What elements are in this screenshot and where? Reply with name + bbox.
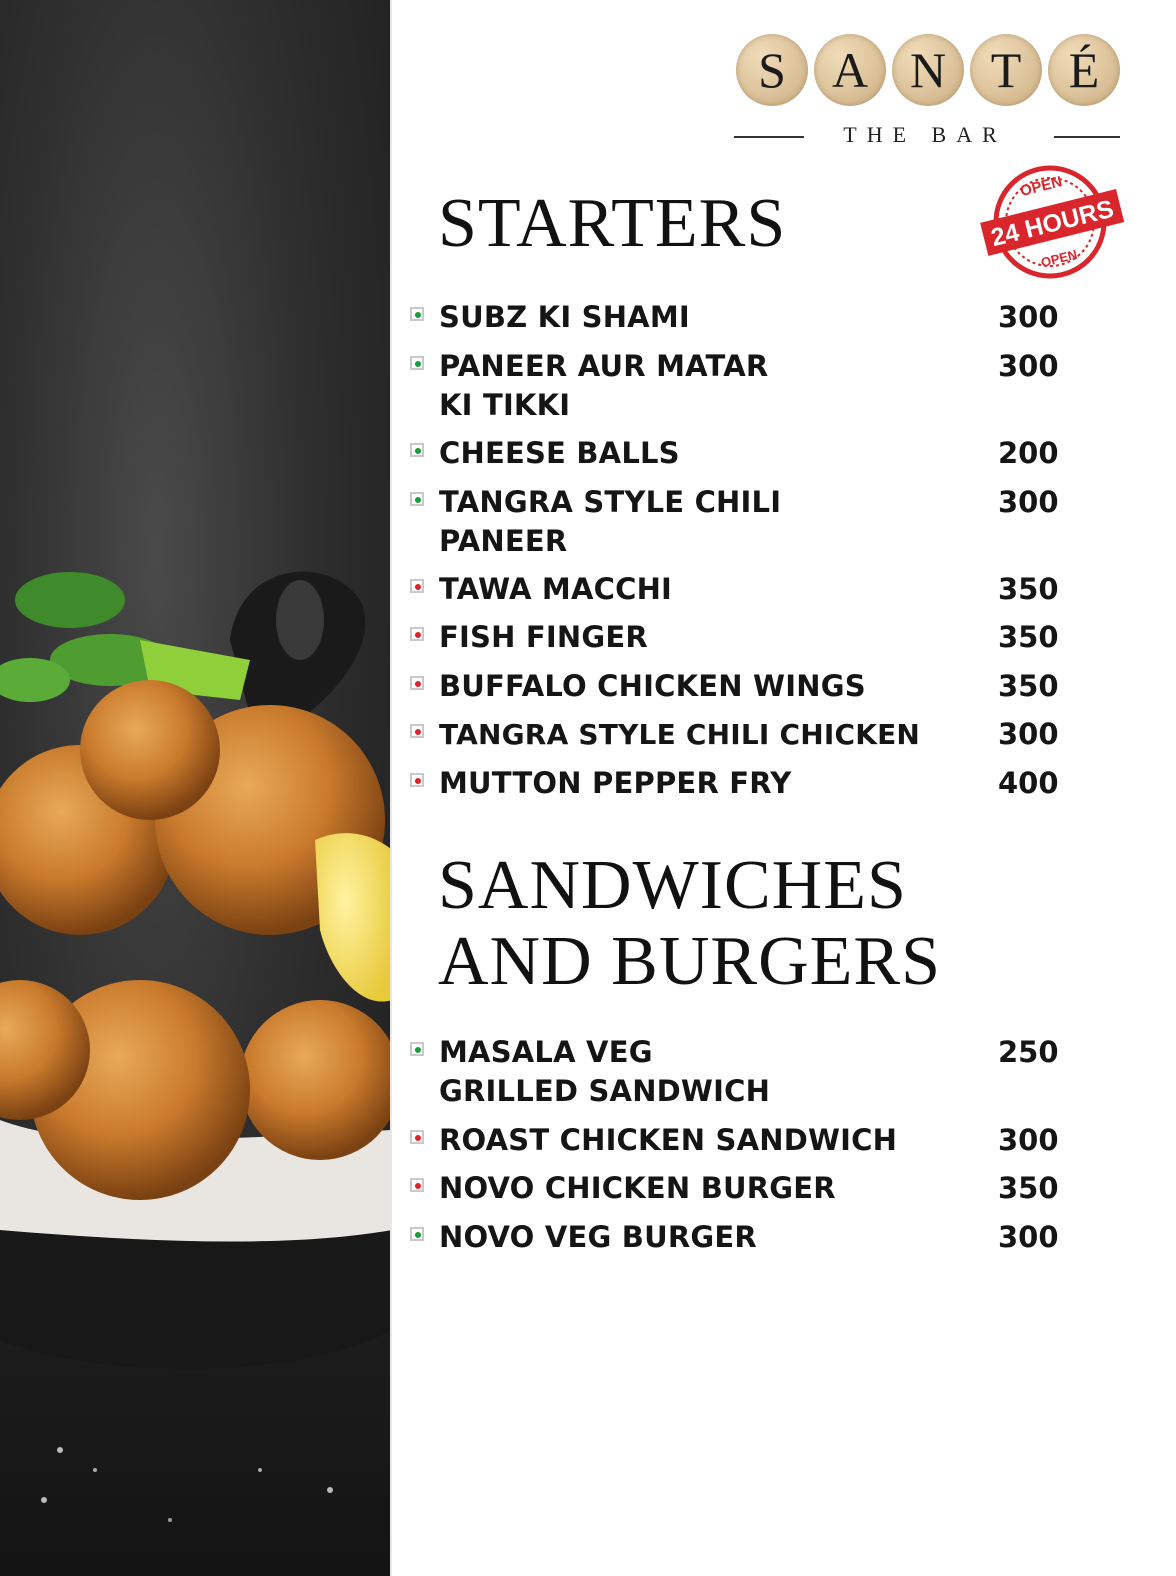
nonveg-marker-icon: [410, 724, 424, 738]
logo-letter: É: [1048, 34, 1120, 106]
veg-marker-icon: [410, 307, 424, 321]
logo-letter: S: [736, 34, 808, 106]
menu-item-price: 300: [998, 1220, 1059, 1254]
logo-letter: T: [970, 34, 1042, 106]
section-title-sandwiches-and-burgers: SANDWICHES AND BURGERS: [438, 847, 942, 1000]
menu-item-name: MASALA VEG GRILLED SANDWICH: [439, 1035, 771, 1108]
panel-divider: [390, 0, 392, 1576]
menu-item-name: TAWA MACCHI: [439, 572, 673, 606]
logo-letter: N: [892, 34, 964, 106]
menu-item-name: BUFFALO CHICKEN WINGS: [439, 669, 866, 703]
menu-item-price: 250: [998, 1035, 1059, 1069]
menu-item-name: NOVO VEG BURGER: [439, 1220, 757, 1254]
stamp-top-text: OPEN: [1018, 173, 1064, 200]
tagline-line-left: [734, 136, 804, 138]
logo-tagline: THE BAR: [843, 122, 1007, 147]
menu-item-name: TANGRA STYLE CHILI CHICKEN: [439, 718, 921, 751]
nonveg-marker-icon: [410, 676, 424, 690]
menu-item-price: 350: [998, 572, 1059, 606]
nonveg-marker-icon: [410, 1178, 424, 1192]
menu-item-price: 300: [998, 717, 1059, 751]
menu-item-name: NOVO CHICKEN BURGER: [439, 1171, 836, 1205]
stamp-main-text: 24 HOURS: [988, 194, 1117, 253]
menu-item-name: FISH FINGER: [439, 620, 648, 654]
veg-marker-icon: [410, 1042, 424, 1056]
menu-item-price: 300: [998, 1123, 1059, 1157]
open-24-hours-stamp: [976, 160, 1132, 290]
menu-item-price: 300: [998, 300, 1059, 334]
menu-item-name: ROAST CHICKEN SANDWICH: [439, 1123, 898, 1157]
nonveg-marker-icon: [410, 773, 424, 787]
menu-item-name: SUBZ KI SHAMI: [439, 300, 690, 334]
nonveg-marker-icon: [410, 627, 424, 641]
veg-marker-icon: [410, 443, 424, 457]
veg-marker-icon: [410, 356, 424, 370]
nonveg-marker-icon: [410, 1130, 424, 1144]
menu-item-price: 300: [998, 485, 1059, 519]
fried-balls-illustration: [0, 0, 392, 1576]
menu-item-name: MUTTON PEPPER FRY: [439, 766, 792, 800]
stamp-bottom-text: OPEN: [1039, 246, 1079, 271]
brand-logo: [734, 30, 1124, 160]
menu-item-name: PANEER AUR MATAR KI TIKKI: [439, 349, 769, 422]
menu-item-name: CHEESE BALLS: [439, 436, 680, 470]
menu-item-price: 350: [998, 669, 1059, 703]
menu-item-price: 200: [998, 436, 1059, 470]
menu-item-price: 300: [998, 349, 1059, 383]
menu-item-price: 350: [998, 1171, 1059, 1205]
menu-item-name: TANGRA STYLE CHILI PANEER: [439, 485, 782, 558]
veg-marker-icon: [410, 492, 424, 506]
section-title-starters: STARTERS: [438, 185, 787, 262]
logo-letter: A: [814, 34, 886, 106]
tagline-line-right: [1054, 136, 1120, 138]
menu-item-price: 350: [998, 620, 1059, 654]
food-photo: [0, 0, 392, 1576]
logo-coins: [734, 30, 1124, 110]
veg-marker-icon: [410, 1227, 424, 1241]
menu-item-price: 400: [998, 766, 1059, 800]
nonveg-marker-icon: [410, 579, 424, 593]
logo-tagline-row: [734, 122, 1124, 152]
